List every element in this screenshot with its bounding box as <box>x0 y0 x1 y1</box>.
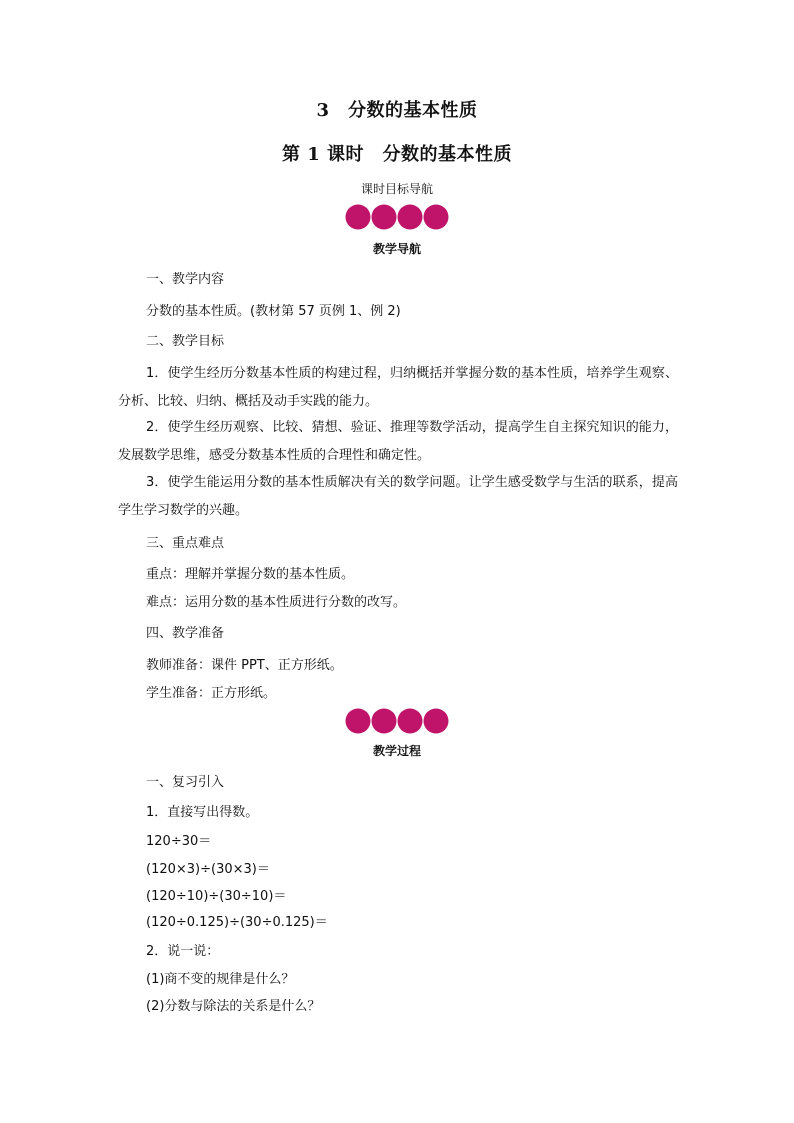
difficult-point: 难点：运用分数的基本性质进行分数的改写。 <box>146 595 407 610</box>
review-heading: 一、复习引入 <box>146 775 225 790</box>
goal-item-1: 1．使学生经历分数基本性质的构建过程，归纳概括并掌握分数的基本性质，培养学生观察、分析、比较、归纳、概括及动手实践的能力。 <box>118 366 678 409</box>
calc-item-1: 120÷30＝ <box>146 834 212 849</box>
goals-heading: 二、教学目标 <box>146 334 225 349</box>
section-badge-process <box>0 707 794 735</box>
question-1: 1．直接写出得数。 <box>146 805 259 820</box>
content-text: 分数的基本性质。(教材第 57 页例 1、例 2) <box>146 304 401 319</box>
teacher-prep: 教师准备：课件 PPT、正方形纸。 <box>146 658 343 673</box>
section-badge-nav <box>0 203 794 231</box>
badge-circles-icon <box>345 203 449 231</box>
lesson-title: 第 1 课时 分数的基本性质 <box>281 144 513 165</box>
badge-circles-icon <box>345 707 449 735</box>
nav-title: 课时目标导航 <box>360 182 433 196</box>
section-title-teaching-process: 教学过程 <box>372 744 421 758</box>
student-prep: 学生准备：正方形纸。 <box>146 686 277 701</box>
key-point: 重点：理解并掌握分数的基本性质。 <box>146 567 355 582</box>
question-2b: (2)分数与除法的关系是什么？ <box>146 999 321 1014</box>
key-heading: 三、重点难点 <box>146 536 225 551</box>
goal-item-3: 3．使学生能运用分数的基本性质解决有关的数学问题。让学生感受数学与生活的联系，提高学生学习数学的兴趣。 <box>118 475 678 518</box>
goal-item-2: 2．使学生经历观察、比较、猜想、验证、推理等数学活动，提高学生自主探究知识的能力，发展数学思维，感受分数基本性质的合理性和确定性。 <box>118 420 678 463</box>
calc-item-2: (120×3)÷(30×3)＝ <box>146 862 270 877</box>
question-2: 2．说一说： <box>146 944 220 959</box>
calc-item-3: (120÷10)÷(30÷10)＝ <box>146 889 287 904</box>
section-title-teaching-nav: 教学导航 <box>372 242 421 256</box>
chapter-title: 3 分数的基本性质 <box>316 100 478 121</box>
prep-heading: 四、教学准备 <box>146 626 225 641</box>
content-heading: 一、教学内容 <box>146 272 225 287</box>
calc-item-4: (120÷0.125)÷(30÷0.125)＝ <box>146 915 328 930</box>
question-2a: (1)商不变的规律是什么？ <box>146 972 295 987</box>
